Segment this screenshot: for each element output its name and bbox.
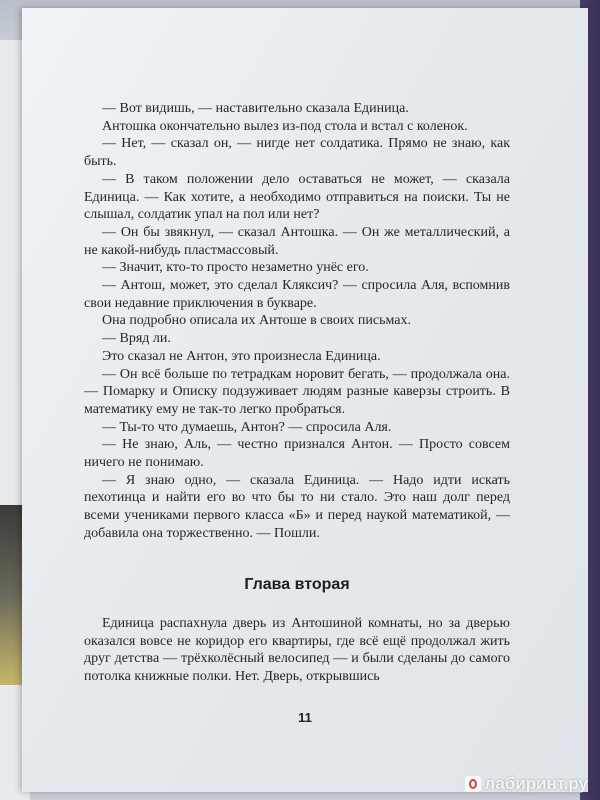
paragraph: Антошка окончательно вылез из-под стола и встал с коленок. bbox=[102, 118, 468, 134]
paragraph: — Я знаю одно, — сказала Единица. — Надо идти искать пехотинца и найти его во что бы то ни стало. Это наш долг перед всеми учениками первого класса «Б» и перед наукой математикой, — добавила она торжественно. — Пошли. bbox=[84, 472, 510, 541]
paragraph: — Вряд ли. bbox=[102, 331, 171, 347]
book-page bbox=[22, 8, 588, 792]
paragraph: — В таком положении дело оставаться не может, — сказала Единица. — Как хотите, а необходимо отправиться на поиски. Ты не слышал, солдатик упал на пол или нет? bbox=[84, 171, 510, 223]
paragraph: — Нет, — сказал он, — нигде нет солдатика. Прямо не знаю, как быть. bbox=[84, 136, 510, 170]
watermark-text: лабиринт.ру bbox=[484, 774, 588, 793]
chapter-title: Глава вторая bbox=[244, 576, 350, 593]
watermark bbox=[465, 774, 588, 794]
labirint-logo-icon bbox=[465, 776, 481, 792]
paragraph: — Антош, может, это сделал Кляксич? — спросила Аля, вспомнив свои недавние приключения в букваре. bbox=[84, 278, 510, 311]
paragraph: Это сказал не Антон, это произнесла Единица. bbox=[102, 348, 381, 364]
chapter-text bbox=[84, 615, 510, 686]
paragraph: — Вот видишь, — наставительно сказала Единица. bbox=[102, 101, 409, 116]
underlying-illustration bbox=[0, 505, 24, 685]
paragraph: Она подробно описала их Антоше в своих письмах. bbox=[102, 313, 411, 329]
main-text bbox=[84, 100, 510, 543]
paragraph: — Не знаю, Аль, — честно признался Антон. — Просто совсем ничего не понимаю. bbox=[84, 437, 510, 471]
paragraph: — Ты-то что думаешь, Антон? — спросила Аля. bbox=[102, 419, 392, 435]
paragraph: — Он всё больше по тетрадкам норовит бегать, — продолжала она. — Помарку и Описку подзуживает людям разные каверзы строить. В математику ему не так-то легко пробраться. bbox=[84, 366, 510, 417]
paragraph: — Он бы звякнул, — сказал Антошка. — Он же металлический, а не какой-нибудь пластмассовый. bbox=[84, 224, 510, 258]
page-number: 11 bbox=[298, 710, 312, 725]
paragraph: — Значит, кто-то просто незаметно унёс его. bbox=[102, 260, 369, 276]
paragraph: Единица распахнула дверь из Антошиной комнаты, но за дверью оказался вовсе не коридор его квартиры, где всё ещё продолжал жить друг детства — трёхколёсный велосипед — и были сделаны до самого потолка книжные полки. Нет. Дверь, открывшись bbox=[84, 616, 510, 685]
